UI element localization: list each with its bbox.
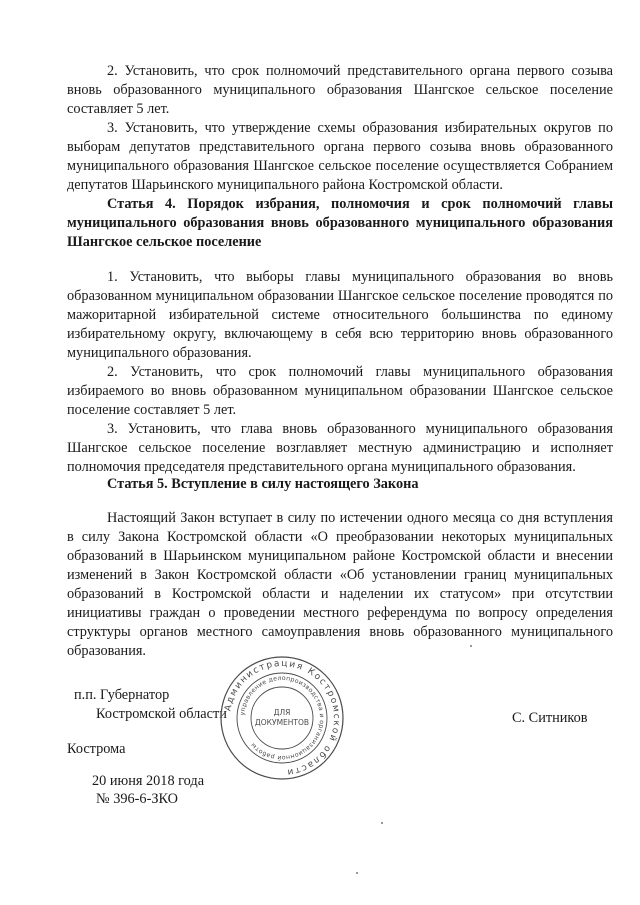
article-4-paragraph-3: 3. Установить, что глава вновь образованного муниципального образования Шангское сельское поселение возглавляет местную администрацию и исполняет полномочия председателя представительного органа муниципального образования. xyxy=(67,421,613,475)
stamp-center-line-2: ДОКУМЕНТОВ xyxy=(254,718,310,727)
place-of-signing: Кострома xyxy=(67,741,126,757)
signature-title-line-2: Костромской области xyxy=(96,706,227,722)
signature-title-line-1: п.п. Губернатор xyxy=(74,687,170,703)
scan-speck xyxy=(381,822,383,824)
signatory-name: С. Ситников xyxy=(512,710,588,726)
article-4-body xyxy=(67,268,613,477)
scan-speck xyxy=(356,872,358,874)
article-4 xyxy=(67,195,613,252)
stamp-inner-text: управление делопроизводства и организационной работы xyxy=(239,674,326,762)
article-3-continuation xyxy=(67,62,613,195)
stamp-seal-icon xyxy=(218,654,346,782)
official-stamp xyxy=(218,654,346,782)
scan-speck xyxy=(470,645,472,647)
law-number: № 396-6-ЗКО xyxy=(96,791,178,807)
article-5-paragraph-1: Настоящий Закон вступает в силу по истечении одного месяца со дня вступления в силу Закона Костромской области «О преобразовании некоторых муниципальных образований в Шарьинском муниципальном районе Костромской области и внесении изменений в Закон Костромской области «Об установлении границ муниципальных образований в Костромской области и наделении их статусом» при отсутствии инициативы граждан о проведении местного референдума по вопросу определения структуры органов местного самоуправления вновь образованного муниципального образования. xyxy=(67,510,613,659)
article-4-paragraph-2: 2. Установить, что срок полномочий главы муниципального образования избираемого во вновь образованном муниципальном образовании Шангское сельское поселение составляет 5 лет. xyxy=(67,364,613,418)
law-date: 20 июня 2018 года xyxy=(92,773,205,789)
stamp-center-line-1: ДЛЯ xyxy=(273,708,291,717)
article-3-paragraph-2: 2. Установить, что срок полномочий представительного органа первого созыва вновь образованного муниципального образования Шангское сельское поселение составляет 5 лет. xyxy=(67,63,613,117)
article-4-title: Статья 4. Порядок избрания, полномочия и срок полномочий главы муниципального образования вновь образованного муниципального образования Шангское сельское поселение xyxy=(67,196,613,250)
article-5 xyxy=(67,475,613,494)
article-5-title: Статья 5. Вступление в силу настоящего Закона xyxy=(107,476,419,492)
article-5-body xyxy=(67,509,613,661)
article-3-paragraph-3: 3. Установить, что утверждение схемы образования избирательных округов по выборам депутатов представительного органа первого созыва вновь образованного муниципального образования Шангское сельское поселение осуществляется Собранием депутатов Шарьинского муниципального района Костромской области. xyxy=(67,120,613,193)
stamp-outer-text: Администрация Костромской области xyxy=(223,658,342,777)
article-4-paragraph-1: 1. Установить, что выборы главы муниципального образования во вновь образованном муниципальном образовании Шангское сельское поселение проводятся по мажоритарной избирательной системе относительного большинства по единому избирательному округу, включающему в себя всю территорию вновь образованного муниципального образования. xyxy=(67,269,613,361)
